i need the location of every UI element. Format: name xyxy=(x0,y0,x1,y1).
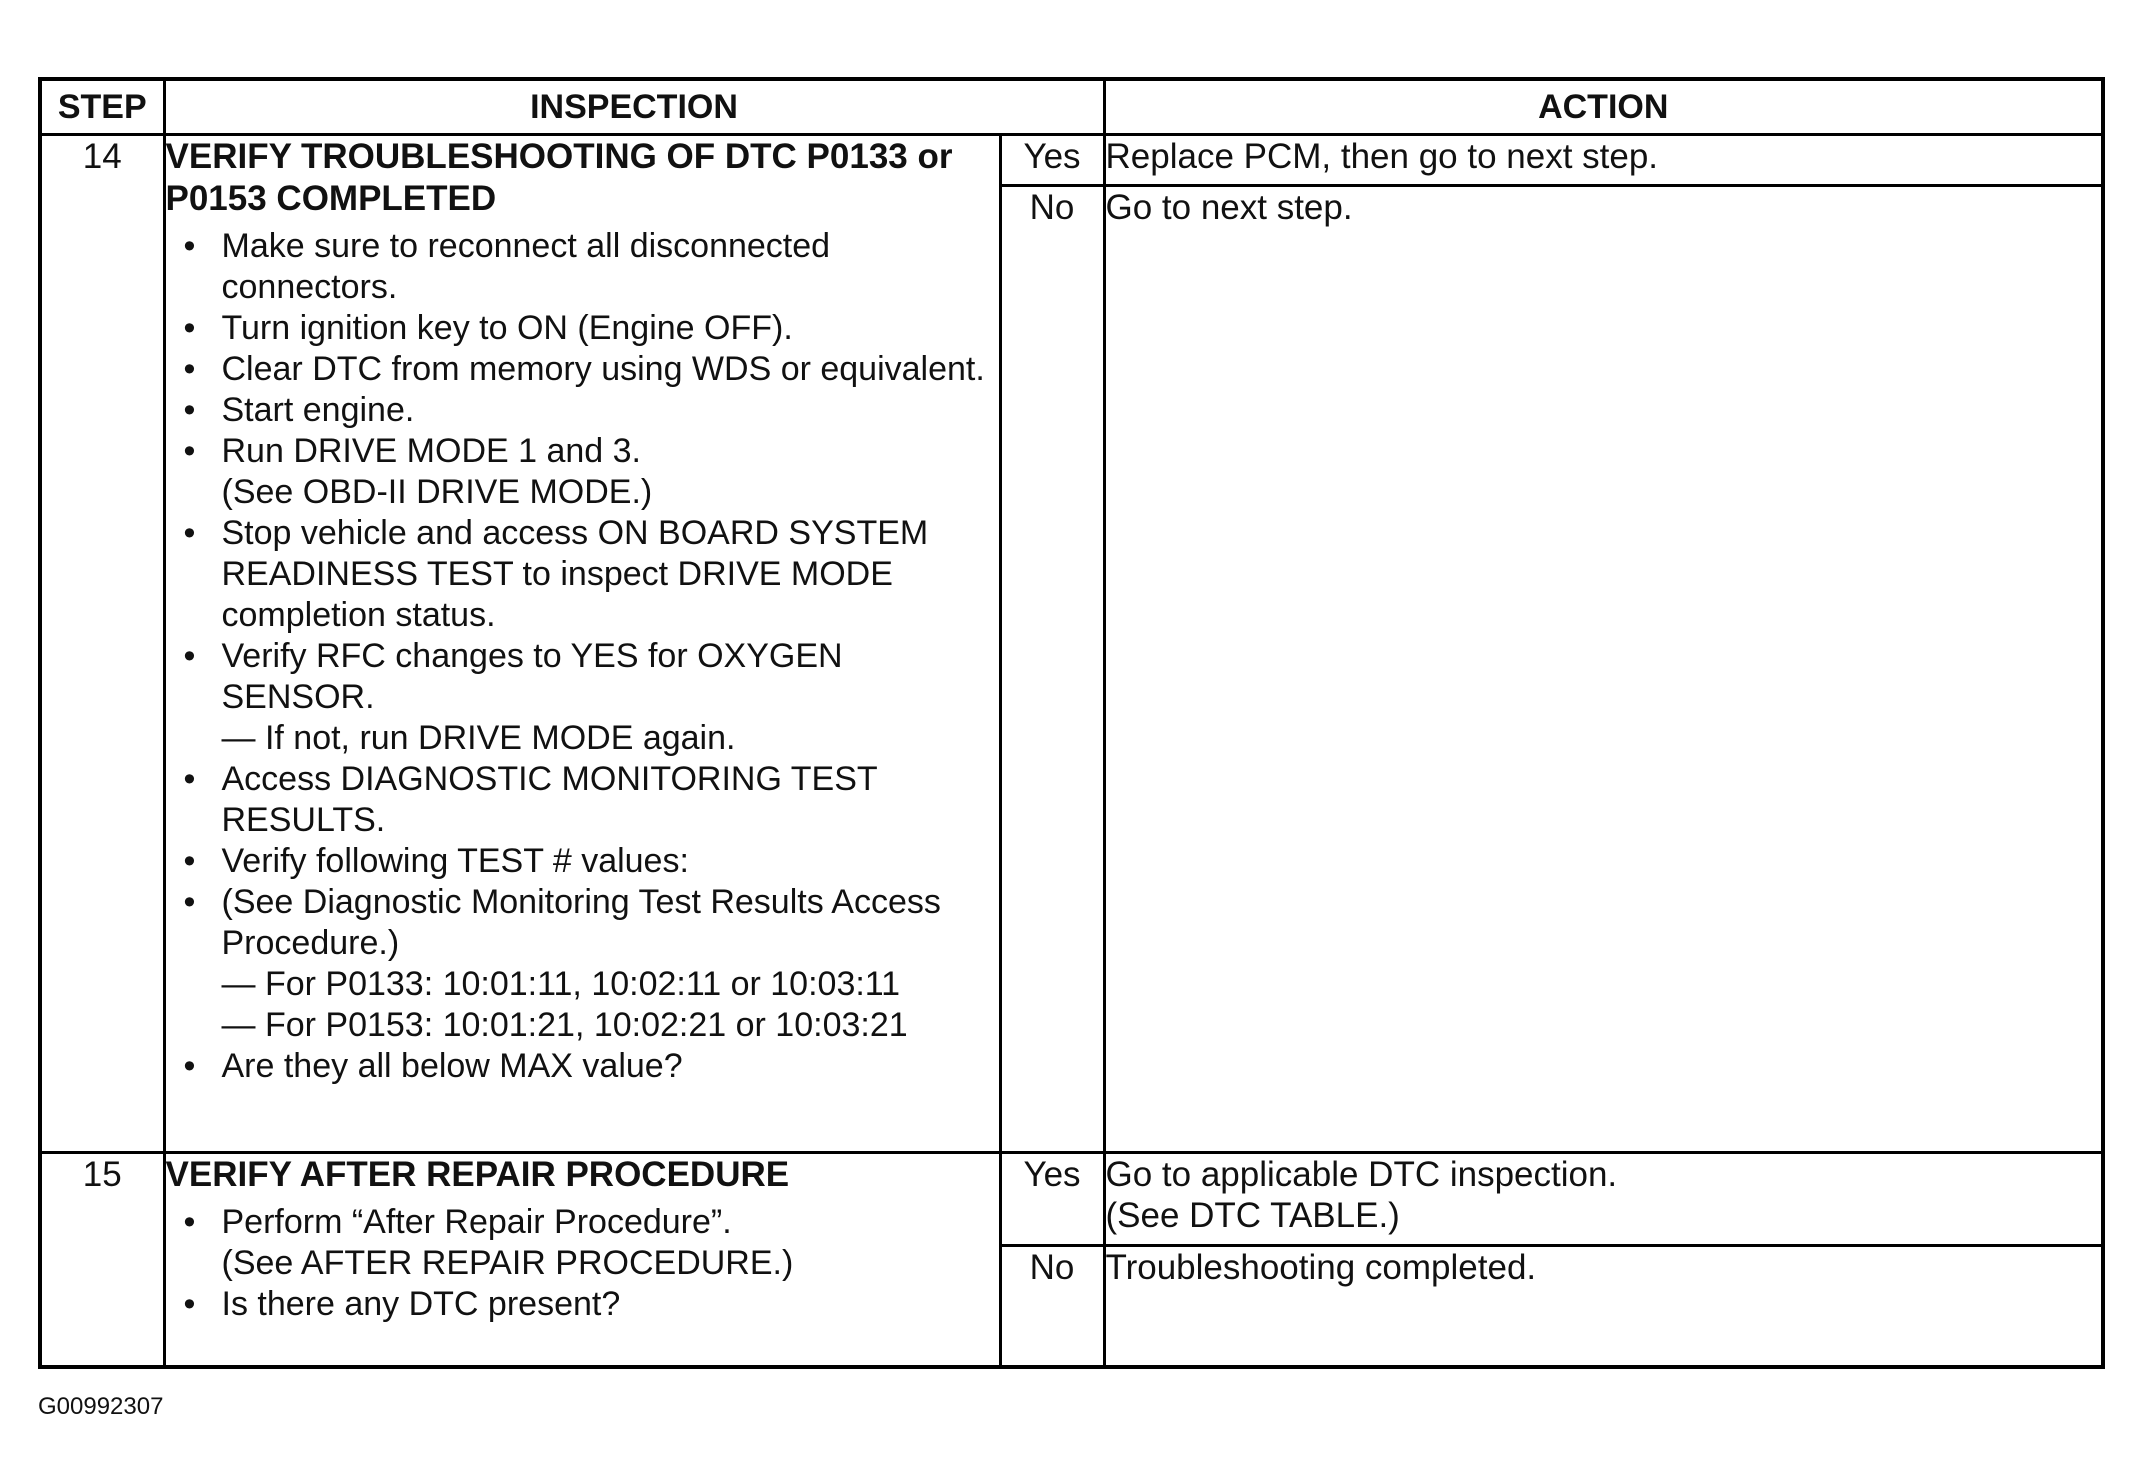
sub-note: — For P0133: 10:01:11, 10:02:11 or 10:03:11 xyxy=(221,965,901,1003)
list-item: • Verify RFC changes to YES for OXYGEN SENSOR. — If not, run DRIVE MODE again. xyxy=(182,636,999,759)
list-item: • Run DRIVE MODE 1 and 3. (See OBD-II DRIVE MODE.) xyxy=(182,431,999,513)
no-label: No xyxy=(1000,186,1104,1153)
list-item: • Access DIAGNOSTIC MONITORING TEST RESULTS. xyxy=(183,760,878,839)
yes-label: Yes xyxy=(1000,135,1104,186)
bullet-icon: • xyxy=(183,309,196,347)
bullet-icon: • xyxy=(183,842,196,880)
bullet-icon: • xyxy=(183,227,196,265)
list-item: • (See Diagnostic Monitoring Test Results Access Procedure.) — For P0133: 10:01:11, 10:02:11 or 10:03:11 — For P0153: 10:01:21, 10:02:21 or 10:03:21 xyxy=(182,882,999,1046)
list-item: • Stop vehicle and access ON BOARD SYSTEM READINESS TEST to inspect DRIVE MODE completion status. xyxy=(183,514,929,634)
figure-id: G00992307 xyxy=(38,1393,164,1420)
list-item: • Clear DTC from memory using WDS or equivalent. xyxy=(183,350,985,388)
sub-note: (See OBD-II DRIVE MODE.) xyxy=(221,473,653,511)
bullet-icon: • xyxy=(183,1203,196,1241)
bullet-icon: • xyxy=(183,883,196,921)
header-row xyxy=(40,79,2103,135)
yes-action-line: Go to applicable DTC inspection. xyxy=(1105,1155,1618,1194)
inspection-steps xyxy=(166,1202,999,1325)
bullet-icon: • xyxy=(183,1047,196,1085)
list-item: • Start engine. xyxy=(183,391,415,429)
list-item: • Is there any DTC present? xyxy=(183,1285,621,1323)
yes-action-line: (See DTC TABLE.) xyxy=(1105,1196,1400,1235)
bullet-icon: • xyxy=(183,350,196,388)
inspection-title: VERIFY TROUBLESHOOTING OF DTC P0133 or P0153 COMPLETED xyxy=(165,137,953,218)
no-label: No xyxy=(1000,1246,1104,1368)
list-item: • Make sure to reconnect all disconnected connectors. xyxy=(183,227,831,306)
table-row-step-14 xyxy=(40,135,2103,186)
inspection-steps xyxy=(166,226,999,1087)
inspection-title: VERIFY AFTER REPAIR PROCEDURE xyxy=(165,1155,790,1194)
bullet-icon: • xyxy=(183,514,196,552)
bullet-icon: • xyxy=(183,432,196,470)
bullet-icon: • xyxy=(183,1285,196,1323)
yes-label: Yes xyxy=(1000,1153,1104,1246)
no-action: Go to next step. xyxy=(1104,186,2103,1153)
step-header: STEP xyxy=(40,79,164,135)
inspection-header: INSPECTION xyxy=(164,79,1104,135)
bullet-icon: • xyxy=(183,760,196,798)
step-number: 15 xyxy=(40,1153,164,1368)
sub-note: — If not, run DRIVE MODE again. xyxy=(221,719,736,757)
list-item: • Perform “After Repair Procedure”. (See AFTER REPAIR PROCEDURE.) xyxy=(182,1202,999,1284)
yes-action xyxy=(1104,1153,2103,1246)
inspection-cell xyxy=(164,1153,1000,1368)
sub-note: (See AFTER REPAIR PROCEDURE.) xyxy=(221,1244,794,1282)
list-item: • Are they all below MAX value? xyxy=(183,1047,683,1085)
action-header: ACTION xyxy=(1104,79,2103,135)
bullet-icon: • xyxy=(183,637,196,675)
list-item: • Verify following TEST # values: xyxy=(183,842,689,880)
diagnostic-table xyxy=(38,77,2105,1369)
bullet-icon: • xyxy=(183,391,196,429)
list-item: • Turn ignition key to ON (Engine OFF). xyxy=(183,309,793,347)
step-number: 14 xyxy=(40,135,164,1153)
no-action: Troubleshooting completed. xyxy=(1104,1246,2103,1368)
yes-action: Replace PCM, then go to next step. xyxy=(1104,135,2103,186)
table-row-step-15 xyxy=(40,1153,2103,1246)
sub-note: — For P0153: 10:01:21, 10:02:21 or 10:03:21 xyxy=(221,1006,908,1044)
inspection-cell xyxy=(164,135,1000,1153)
